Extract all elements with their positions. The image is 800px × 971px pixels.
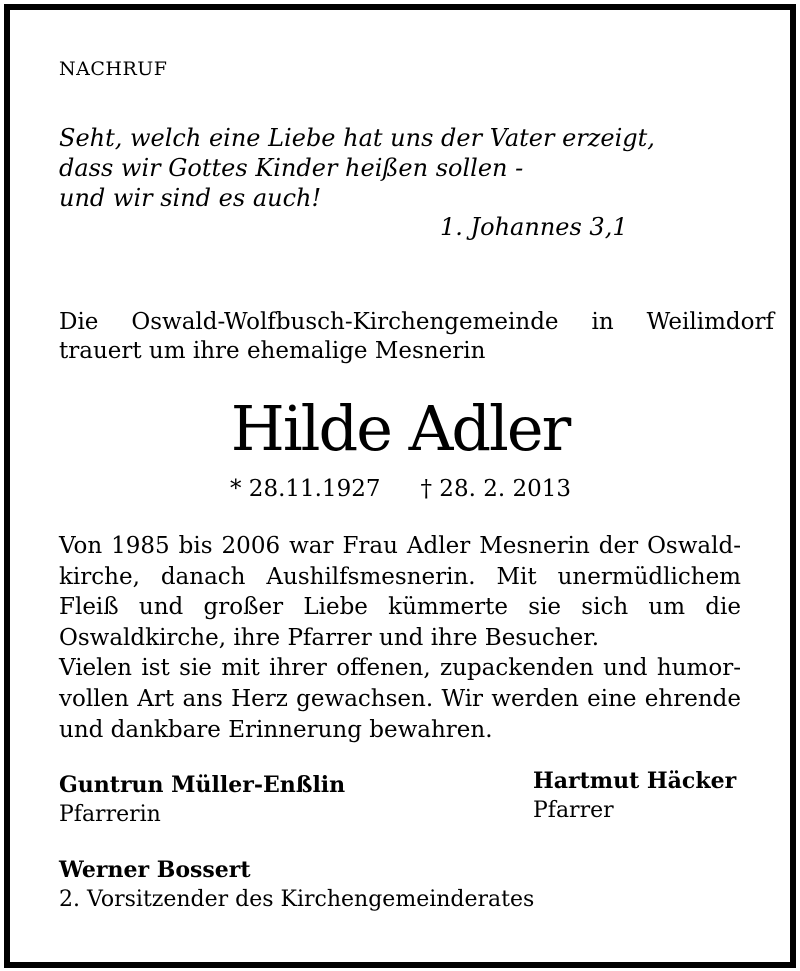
verse-line: Seht, welch eine Liebe hat uns der Vater erzeigt,	[59, 124, 655, 152]
signer-role: Pfarrerin	[59, 802, 161, 827]
signer-name: Werner Bossert	[59, 857, 251, 883]
signer-name: Guntrun Müller-Enßlin	[59, 772, 346, 798]
deceased-name: Hilde Adler	[230, 392, 570, 465]
signature-block	[533, 766, 736, 826]
signature-block	[59, 770, 345, 830]
verse-line: dass wir Gottes Kinder heißen sollen -	[59, 154, 524, 182]
intro-line	[59, 308, 774, 337]
death-date: † 28. 2. 2013	[420, 476, 571, 502]
obituary-body	[59, 531, 741, 745]
signature-block	[59, 855, 534, 915]
signer-name: Hartmut Häcker	[533, 768, 737, 794]
verse-line: und wir sind es auch!	[59, 184, 322, 212]
verse-reference: 1. Johannes 3,1	[440, 213, 628, 241]
intro-line: trauert um ihre ehemalige Mesnerin	[59, 338, 486, 364]
intro-word: Die	[59, 309, 99, 335]
signer-role: 2. Vorsitzender des Kirchengemeinderates	[59, 887, 535, 912]
body-paragraph: Von 1985 bis 2006 war Frau Adler Mesnerin der Oswaldkirche, danach Aushilfsmesnerin. Mit unermüdlichem Fleiß und großer Liebe kümmerte sie sich um die Oswaldkirche, ihre Pfarrer und ihre Besucher.	[59, 533, 741, 651]
intro-text	[59, 308, 774, 366]
life-dates	[230, 476, 611, 502]
birth-date: * 28.11.1927	[230, 476, 381, 502]
signer-role: Pfarrer	[533, 798, 614, 823]
bible-verse	[59, 123, 655, 213]
body-paragraph: Vielen ist sie mit ihrer offenen, zupackenden und humorvollen Art ans Herz gewachsen. Wir werden eine ehrende und dankbare Erinnerung bewahren.	[59, 655, 741, 743]
intro-word: in	[591, 309, 614, 335]
intro-word: Oswald-Wolfbusch-Kirchengemeinde	[131, 309, 559, 335]
intro-word: Weilimdorf	[646, 309, 774, 335]
notice-heading: NACHRUF	[59, 58, 168, 80]
